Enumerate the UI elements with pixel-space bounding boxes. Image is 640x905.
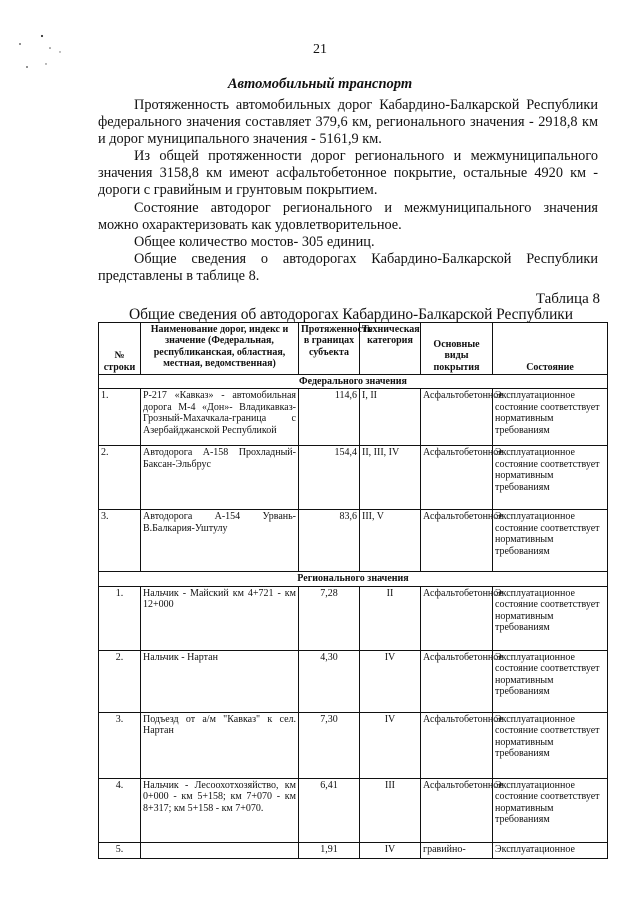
cell-state: Эксплуатационное состояние соответствует нормативным требованиям <box>493 712 608 778</box>
section-row-federal <box>99 375 608 389</box>
table-title: Общие сведения об автодорогах Кабардино-Балкарской Республики <box>129 306 573 323</box>
cell-category: II <box>360 586 421 650</box>
section-label-federal: Федерального значения <box>99 375 608 389</box>
cell-cover: гравийно- <box>421 842 493 858</box>
cell-num: 4. <box>99 778 141 842</box>
cell-state: Эксплуатационное состояние соответствует нормативным требованиям <box>493 586 608 650</box>
roads-table <box>98 322 608 859</box>
table-row <box>99 650 608 712</box>
cell-num: 2. <box>99 650 141 712</box>
cell-category: II, III, IV <box>360 446 421 510</box>
page-number: 21 <box>313 42 327 57</box>
cell-category: I, II <box>360 389 421 446</box>
cell-cover-text: Асфальтобетонное <box>423 447 503 459</box>
cell-length: 83,6 <box>299 510 360 572</box>
section-row-regional <box>99 572 608 586</box>
header-state: Состояние <box>493 323 608 375</box>
cell-name: Нальчик - Майский км 4+721 - км 12+000 <box>141 586 299 650</box>
paragraph: Из общей протяженности дорог регионального и межмуниципального значения 3158,8 км имеют асфальтобетонное покрытие, остальные 4920 км - дороги с гравийным и грунтовым покрытием. <box>98 148 598 199</box>
cell-num: 1. <box>99 389 141 446</box>
cell-num: 1. <box>99 586 141 650</box>
table-header-row <box>99 323 608 375</box>
cell-cover: Асфальтобетонное <box>421 712 493 778</box>
cell-name: Автодорога А-158 Прохладный-Баксан-Эльбрус <box>141 446 299 510</box>
cell-state: Эксплуатационное состояние соответствует нормативным требованиям <box>493 778 608 842</box>
paragraph: Общие сведения о автодорогах Кабардино-Балкарской Республики представлены в таблице 8. <box>98 250 598 284</box>
body-text <box>98 97 598 285</box>
cell-cover <box>421 446 503 510</box>
cell-state: Эксплуатационное состояние соответствует нормативным требованиям <box>493 650 608 712</box>
header-num: № строки <box>99 323 141 375</box>
paragraph: Состояние автодорог регионального и межмуниципального значения можно охарактеризовать как удовлетворительное. <box>98 199 598 233</box>
cell-length: 7,30 <box>299 712 360 778</box>
cell-state: Эксплуатационное состояние соответствует нормативным требованиям <box>493 510 608 572</box>
cell-length: 6,41 <box>299 778 360 842</box>
cell-cover: Асфальтобетонное <box>421 778 493 842</box>
cell-num: 5. <box>99 842 141 858</box>
cell-num: 3. <box>99 510 141 572</box>
table-row <box>99 778 608 842</box>
paragraph: Протяженность автомобильных дорог Кабардино-Балкарской Республики федерального значения составляет 379,6 км, регионального значения - 2918,8 км и дорог муниципального значения - 5161,9 км. <box>98 97 598 148</box>
section-heading: Автомобильный транспорт <box>227 76 413 92</box>
cell-category: IV <box>360 650 421 712</box>
cell-name: Нальчик - Лесоохотхозяйство, км 0+000 - км 5+158; км 7+070 - км 8+317; км 5+158 - км 7+070. <box>141 778 299 842</box>
cell-length: 1,91 <box>299 842 360 858</box>
cell-category: IV <box>360 712 421 778</box>
cell-category: III, V <box>360 510 421 572</box>
table-row <box>99 586 608 650</box>
header-name: Наименование дорог, индекс и значение (Федеральная, республиканская, областная, местная, ведомственная) <box>141 323 299 375</box>
cell-name: Автодорога А-154 Урвань-В.Балкария-Уштулу <box>141 510 299 572</box>
table-label: Таблица 8 <box>535 291 600 307</box>
table-row <box>99 712 608 778</box>
cell-length: 4,30 <box>299 650 360 712</box>
cell-state: Эксплуатационное <box>493 842 608 858</box>
cell-length: 7,28 <box>299 586 360 650</box>
cell-category: IV <box>360 842 421 858</box>
table-row <box>99 510 608 572</box>
cell-length: 154,4 <box>299 446 360 510</box>
header-length: Протяженность в границах субъекта <box>299 323 360 375</box>
header-category: Техническая категория <box>360 323 421 375</box>
header-cover: Основные виды покрытия <box>421 323 493 375</box>
cell-name: Подъезд от а/м "Кавказ" к сел. Нартан <box>141 712 299 778</box>
cell-name: Нальчик - Нартан <box>141 650 299 712</box>
section-label-regional: Регионального значения <box>99 572 608 586</box>
cell-num: 2. <box>99 446 141 510</box>
paragraph: Общее количество мостов- 305 единиц. <box>134 233 375 250</box>
cell-length: 114,6 <box>299 389 360 446</box>
table-row <box>99 389 608 446</box>
cell-num: 3. <box>99 712 141 778</box>
cell-category: III <box>360 778 421 842</box>
cell-state: Эксплуатационное состояние соответствует нормативным требованиям <box>493 446 608 510</box>
cell-name: Р-217 «Кавказ» - автомобильная дорога М-4 «Дон»- Владикавказ-Грозный-Махачкала-граница с Азербайджанской Республикой <box>141 389 299 446</box>
table-row <box>99 842 608 858</box>
cell-name <box>141 842 299 858</box>
cell-cover: Асфальтобетонное <box>421 510 493 572</box>
cell-cover: Асфальтобетонное <box>421 650 493 712</box>
cell-cover: Асфальтобетонное <box>421 389 493 446</box>
cell-state: Эксплуатационное состояние соответствует нормативным требованиям <box>493 389 608 446</box>
table-row <box>99 446 608 510</box>
cell-cover: Асфальтобетонное <box>421 586 493 650</box>
